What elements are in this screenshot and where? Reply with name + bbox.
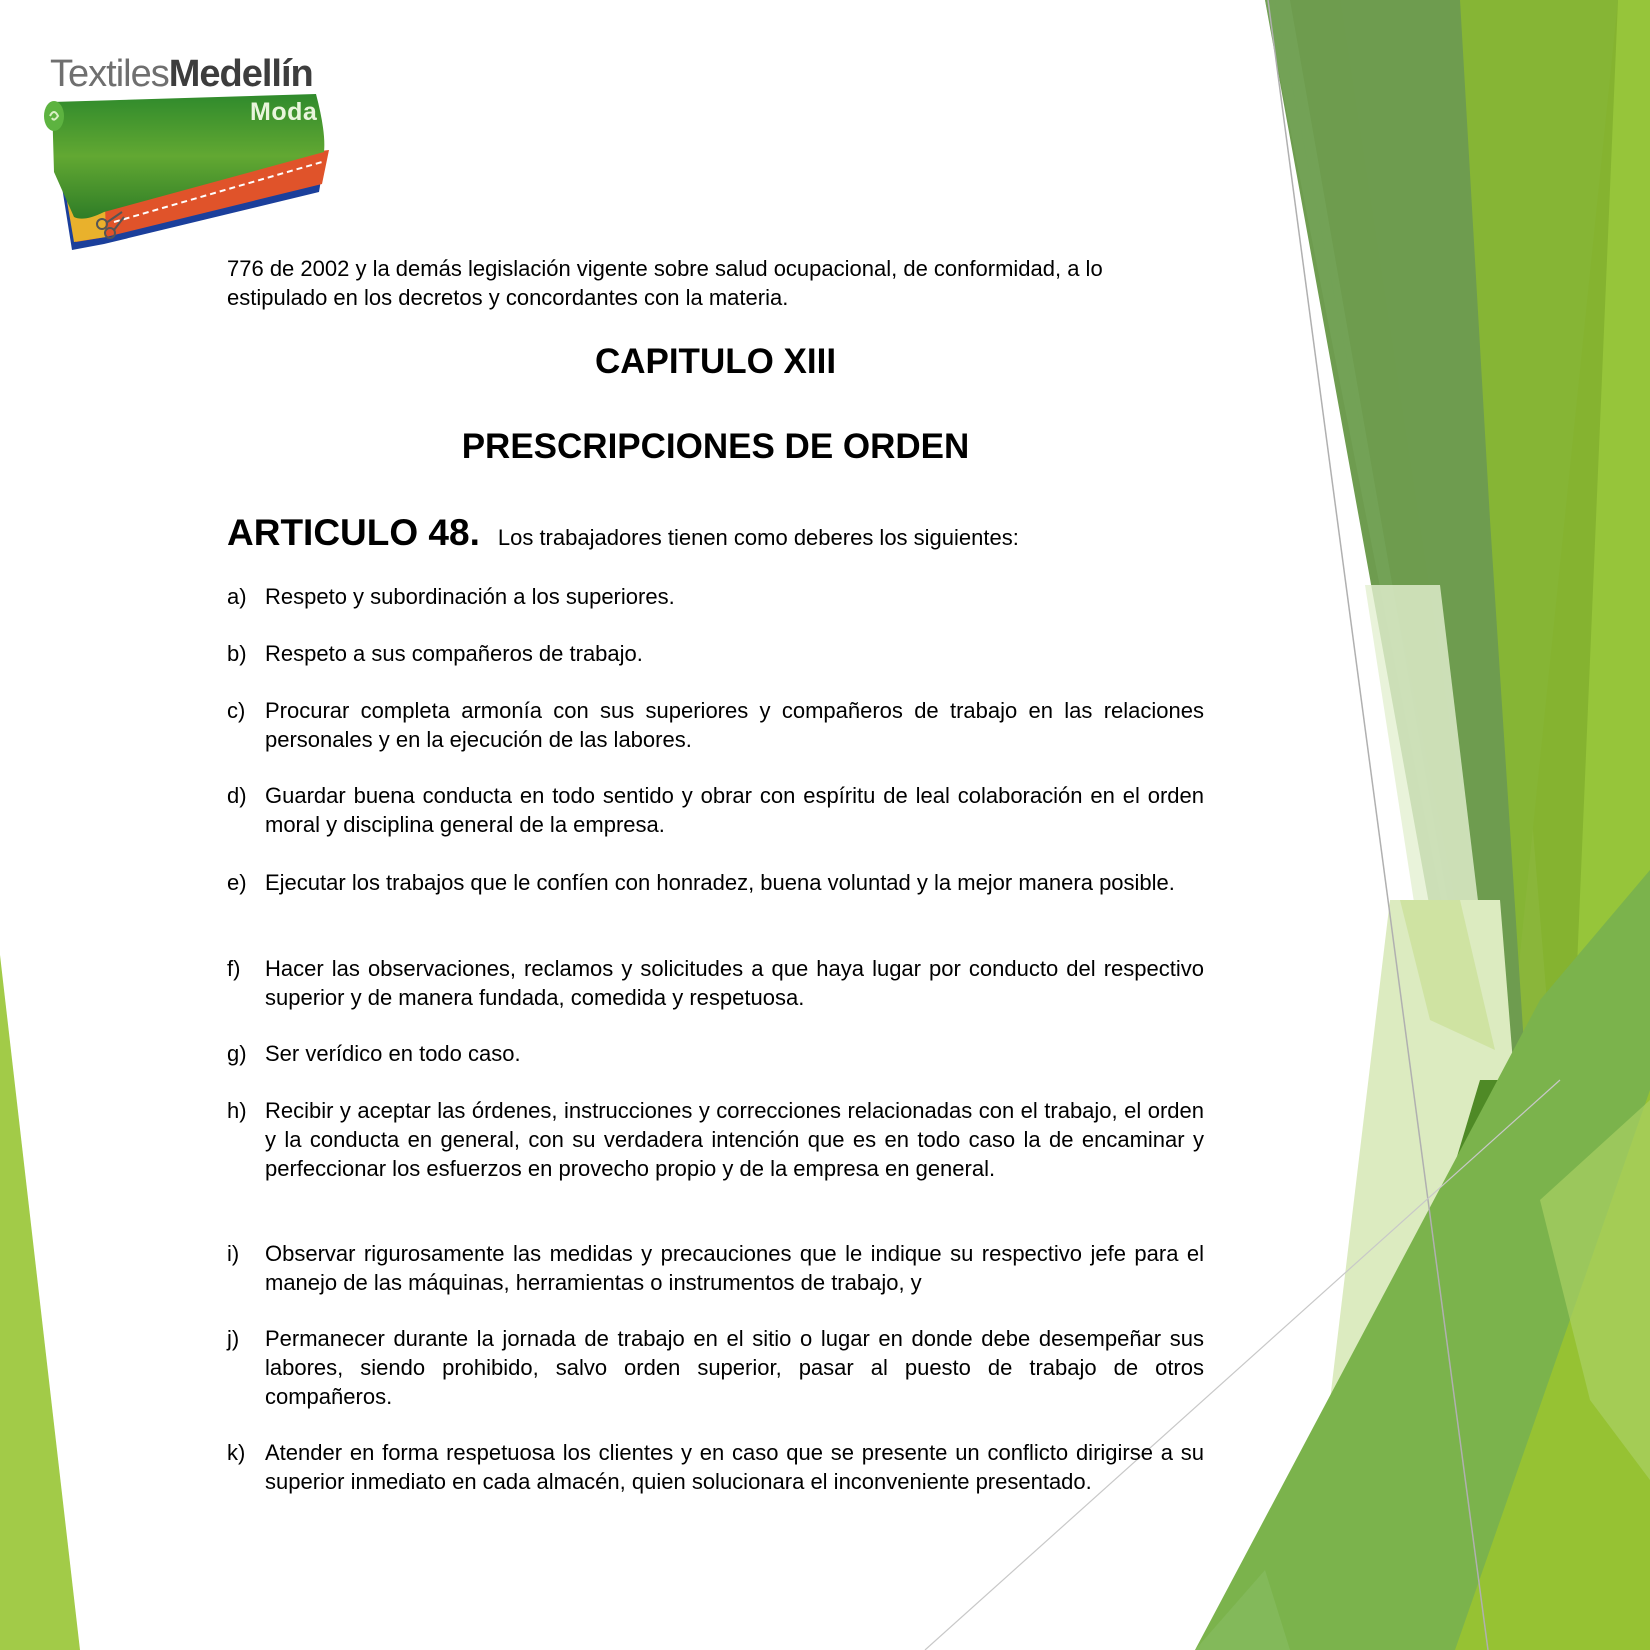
list-marker: k) xyxy=(227,1440,246,1465)
list-item xyxy=(227,1239,1204,1297)
list-item xyxy=(227,868,1204,897)
list-item xyxy=(227,1324,1204,1411)
list-item xyxy=(227,639,1204,668)
list-marker: j) xyxy=(227,1326,240,1351)
list-item-text: Procurar completa armonía con sus superiores y compañeros de trabajo en las relaciones personales y en la ejecución de las labores. xyxy=(265,698,1204,752)
list-item xyxy=(227,1096,1204,1183)
chapter-title: PRESCRIPCIONES DE ORDEN xyxy=(461,427,970,466)
article-title: ARTICULO 48. xyxy=(227,512,480,553)
list-item-text: Ser verídico en todo caso. xyxy=(265,1041,521,1066)
company-logo xyxy=(44,52,344,257)
logo-brand-light: Textiles xyxy=(50,53,169,95)
article-lead: Los trabajadores tienen como deberes los siguientes: xyxy=(497,525,1019,550)
list-marker: d) xyxy=(227,783,247,808)
list-marker: i) xyxy=(227,1241,240,1266)
list-item xyxy=(227,1438,1204,1496)
list-item-text: Atender en forma respetuosa los clientes y en caso que se presente un conflicto dirigirse a su superior inmediato en cada almacén, quien solucionara el inconveniente presentado. xyxy=(265,1440,1204,1494)
list-item-text: Respeto y subordinación a los superiores. xyxy=(265,584,675,609)
list-marker: f) xyxy=(227,956,241,981)
list-marker: c) xyxy=(227,698,246,723)
list-item-text: Permanecer durante la jornada de trabajo en el sitio o lugar en donde debe desempeñar sus labores, siendo prohibido, salvo orden superior, pasar al puesto de trabajo de otros compañeros. xyxy=(265,1326,1204,1409)
list-item xyxy=(227,582,1204,611)
list-marker: g) xyxy=(227,1041,247,1066)
logo-wordmark xyxy=(50,52,313,96)
article-heading xyxy=(227,512,1019,554)
logo-brand-bold: Medellín xyxy=(168,53,313,95)
logo-tagline: Moda xyxy=(250,98,318,126)
intro-paragraph: 776 de 2002 y la demás legislación vigente sobre salud ocupacional, de conformidad, a lo estipulado en los decretos y concordantes con la materia. xyxy=(227,256,1103,310)
list-item xyxy=(227,781,1204,839)
chapter-number: CAPITULO XIII xyxy=(594,342,837,381)
list-item xyxy=(227,696,1204,754)
document-body xyxy=(227,254,1204,1494)
list-item-text: Respeto a sus compañeros de trabajo. xyxy=(265,641,643,666)
list-item xyxy=(227,954,1204,1012)
list-item-text: Recibir y aceptar las órdenes, instrucciones y correcciones relacionadas con el trabajo, el orden y la conducta en general, con su verdadera intención que es en todo caso la de encaminar y perfeccionar los esfuerzos en provecho propio y de la empresa en general. xyxy=(265,1098,1204,1181)
list-marker: b) xyxy=(227,641,247,666)
list-marker: h) xyxy=(227,1098,247,1123)
list-item-text: Ejecutar los trabajos que le confíen con honradez, buena voluntad y la mejor manera posible. xyxy=(265,870,1175,895)
list-item-text: Observar rigurosamente las medidas y precauciones que le indique su respectivo jefe para el manejo de las máquinas, herramientas o instrumentos de trabajo, y xyxy=(265,1241,1204,1295)
list-item-text: Guardar buena conducta en todo sentido y obrar con espíritu de leal colaboración en el orden moral y disciplina general de la empresa. xyxy=(265,783,1204,837)
list-item-text: Hacer las observaciones, reclamos y solicitudes a que haya lugar por conducto del respectivo superior y de manera fundada, comedida y respetuosa. xyxy=(265,956,1204,1010)
list-marker: a) xyxy=(227,584,247,609)
list-marker: e) xyxy=(227,870,247,895)
list-item xyxy=(227,1039,1204,1068)
